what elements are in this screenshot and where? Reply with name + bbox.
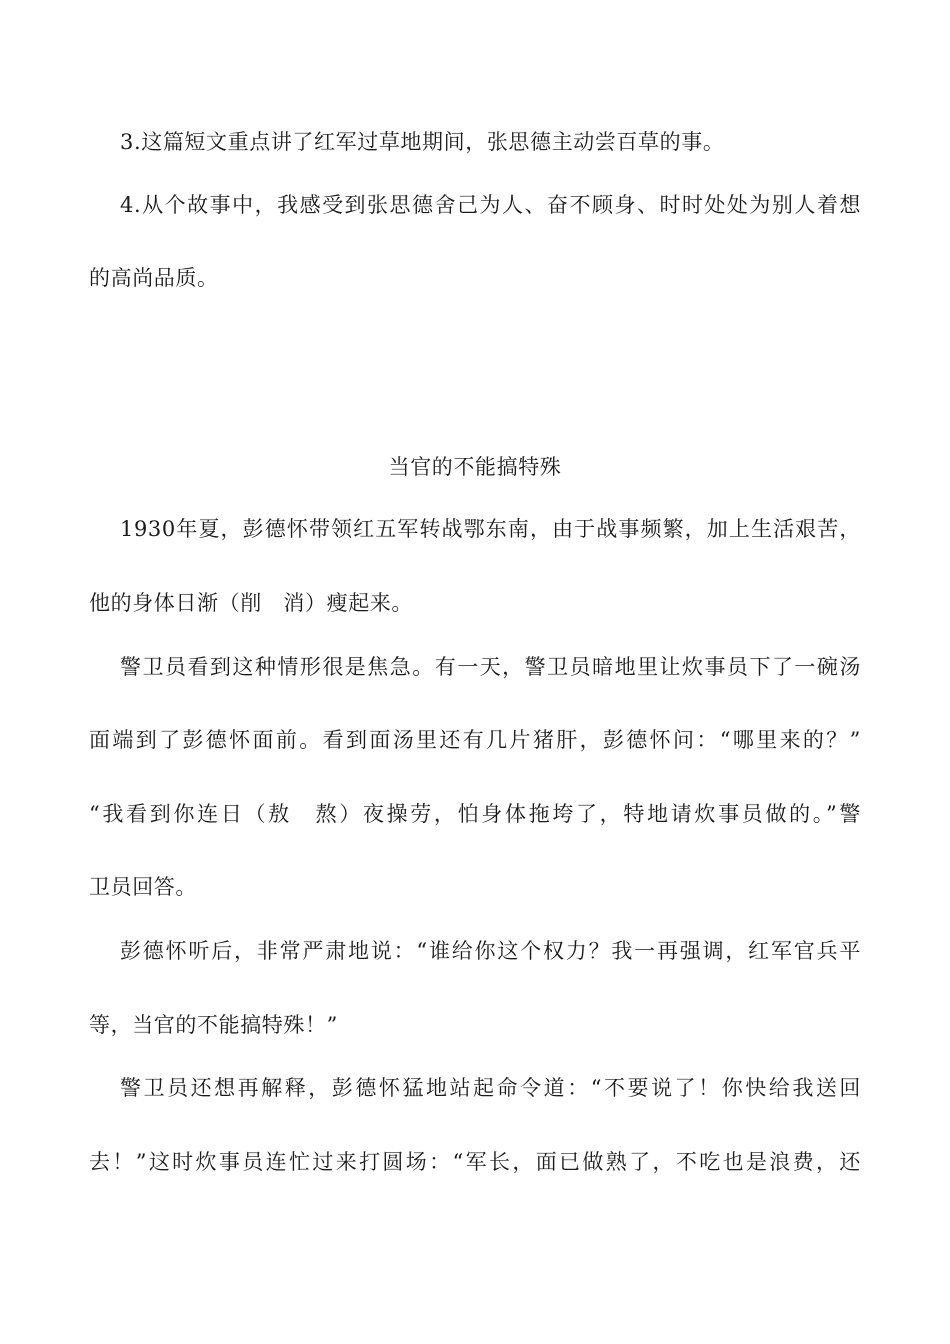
story-title: 当官的不能搞特殊 xyxy=(388,455,562,479)
story-paragraph-4-line-1: 彭德怀听后，非常严肃地说：“谁给你这个权力？我一再强调，红军官兵平 xyxy=(120,939,861,963)
story-paragraph-2-line-2: 面端到了彭德怀面前。看到面汤里还有几片猪肝，彭德怀问：“哪里来的？” xyxy=(89,728,861,752)
story-paragraph-4-line-2: 等，当官的不能搞特殊！” xyxy=(89,1013,338,1037)
story-paragraph-3-line-1: “我看到你连日（敖 熬）夜操劳，怕身体拖垮了，特地请炊事员做的。”警 xyxy=(89,802,861,826)
answer-4-line-2: 的高尚品质。 xyxy=(89,266,219,290)
story-paragraph-5-line-2: 去！”这时炊事员连忙过来打圆场：“军长，面已做熟了，不吃也是浪费，还 xyxy=(89,1150,861,1174)
story-paragraph-1-line-1: 1930年夏，彭德怀带领红五军转战鄂东南，由于战事频繁，加上生活艰苦， xyxy=(120,517,861,541)
answer-3: 3.这篇短文重点讲了红军过草地期间，张思德主动尝百草的事。 xyxy=(120,130,725,154)
story-paragraph-3-line-2: 卫员回答。 xyxy=(89,875,197,899)
answer-4-line-1: 4.从个故事中，我感受到张思德舍己为人、奋不顾身、时时处处为别人着想 xyxy=(120,193,861,217)
story-paragraph-2-line-1: 警卫员看到这种情形很是焦急。有一天，警卫员暗地里让炊事员下了一碗汤 xyxy=(120,655,861,679)
story-paragraph-1-line-2: 他的身体日渐（削 消）瘦起来。 xyxy=(89,591,413,615)
story-paragraph-5-line-1: 警卫员还想再解释，彭德怀猛地站起命令道：“不要说了！你快给我送回 xyxy=(120,1076,861,1100)
